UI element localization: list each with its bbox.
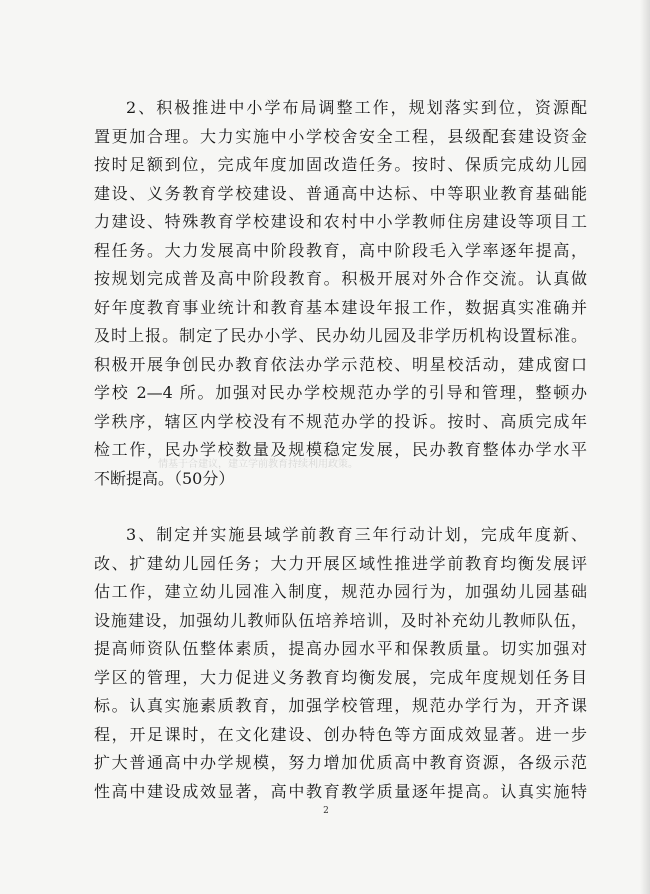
paragraph-2-line-14: 不断提高。（50分） <box>94 468 235 488</box>
page-number: 2 <box>323 806 329 816</box>
paragraph-2-line-4: 建设、义务教育学校建设、普通高中达标、中等职业教育基础能 <box>94 183 587 203</box>
paragraph-3-line-8: 程，开足课时，在文化建设、创办特色等方面成效显著。进一步 <box>94 724 587 744</box>
paragraph-2-line-8: 好年度教育事业统计和教育基本建设年报工作，数据真实准确并 <box>94 297 587 317</box>
paragraph-3-line-1: 3、制定并实施县域学前教育三年行动计划，完成年度新、 <box>126 525 587 544</box>
paragraph-2-line-7: 按规划完成普及高中阶段教育。积极开展对外合作交流。认真做 <box>94 269 587 288</box>
paragraph-3-line-10: 性高中建设成效显著，高中教育教学质量逐年提高。认真实施特 <box>94 781 587 801</box>
document-body <box>94 94 587 806</box>
scan-edge-shadow <box>640 0 650 894</box>
paragraph-2-line-11: 学校 2—4 所。加强对民办学校规范办学的引导和管理，整顿办 <box>94 383 587 402</box>
paragraph-3-line-3: 估工作，建立幼儿园准入制度，规范办园行为，加强幼儿园基础 <box>94 582 587 601</box>
paragraph-2-line-2: 置更加合理。大力实施中小学校舍安全工程，县级配套建设资金 <box>94 126 587 146</box>
paragraph-2-line-12: 学秩序，辖区内学校没有不规范办学的投诉。按时、高质完成年 <box>94 411 587 431</box>
paragraph-3-line-6: 学区的管理，大力促进义务教育均衡发展，完成年度规划任务目 <box>94 667 587 687</box>
paragraph-3-line-7: 标。认真实施素质教育，加强学校管理，规范办学行为，开齐课 <box>94 696 587 715</box>
paragraph-2-line-10: 积极开展争创民办教育依法办学示范校、明星校活动，建成窗口 <box>94 354 587 374</box>
paragraph-2-line-5: 力建设、特殊教育学校建设和农村中小学教师住房建设等项目工 <box>94 212 587 231</box>
paragraph-2-line-13: 检工作，民办学校数量及规模稳定发展，民办教育整体办学水平 <box>94 440 587 459</box>
paragraph-3-line-4: 设施建设，加强幼儿教师队伍培养培训，及时补充幼儿教师队伍， <box>94 610 587 630</box>
paragraph-2-line-9: 及时上报。制定了民办小学、民办幼儿园及非学历机构设置标准。 <box>94 326 587 345</box>
paragraph-3-line-9: 扩大普通高中办学规模，努力增加优质高中教育资源，各级示范 <box>94 753 587 772</box>
paragraph-2-line-3: 按时足额到位，完成年度加固改造任务。按时、保质完成幼儿园 <box>94 155 587 174</box>
paragraph-3-line-2: 改、扩建幼儿园任务；大力开展区域性推进学前教育均衡发展评 <box>94 553 587 573</box>
show-through-text: 情基于合建议，建立学前教育持续利用政策。 <box>158 459 358 470</box>
paragraph-3-line-5: 提高师资队伍整体素质，提高办园水平和保教质量。切实加强对 <box>94 639 587 658</box>
paragraph-gap <box>94 493 587 521</box>
paragraph-2-line-1: 2、积极推进中小学布局调整工作，规划落实到位，资源配 <box>126 98 587 117</box>
paragraph-2-line-6: 程任务。大力发展高中阶段教育，高中阶段毛入学率逐年提高， <box>94 240 587 260</box>
